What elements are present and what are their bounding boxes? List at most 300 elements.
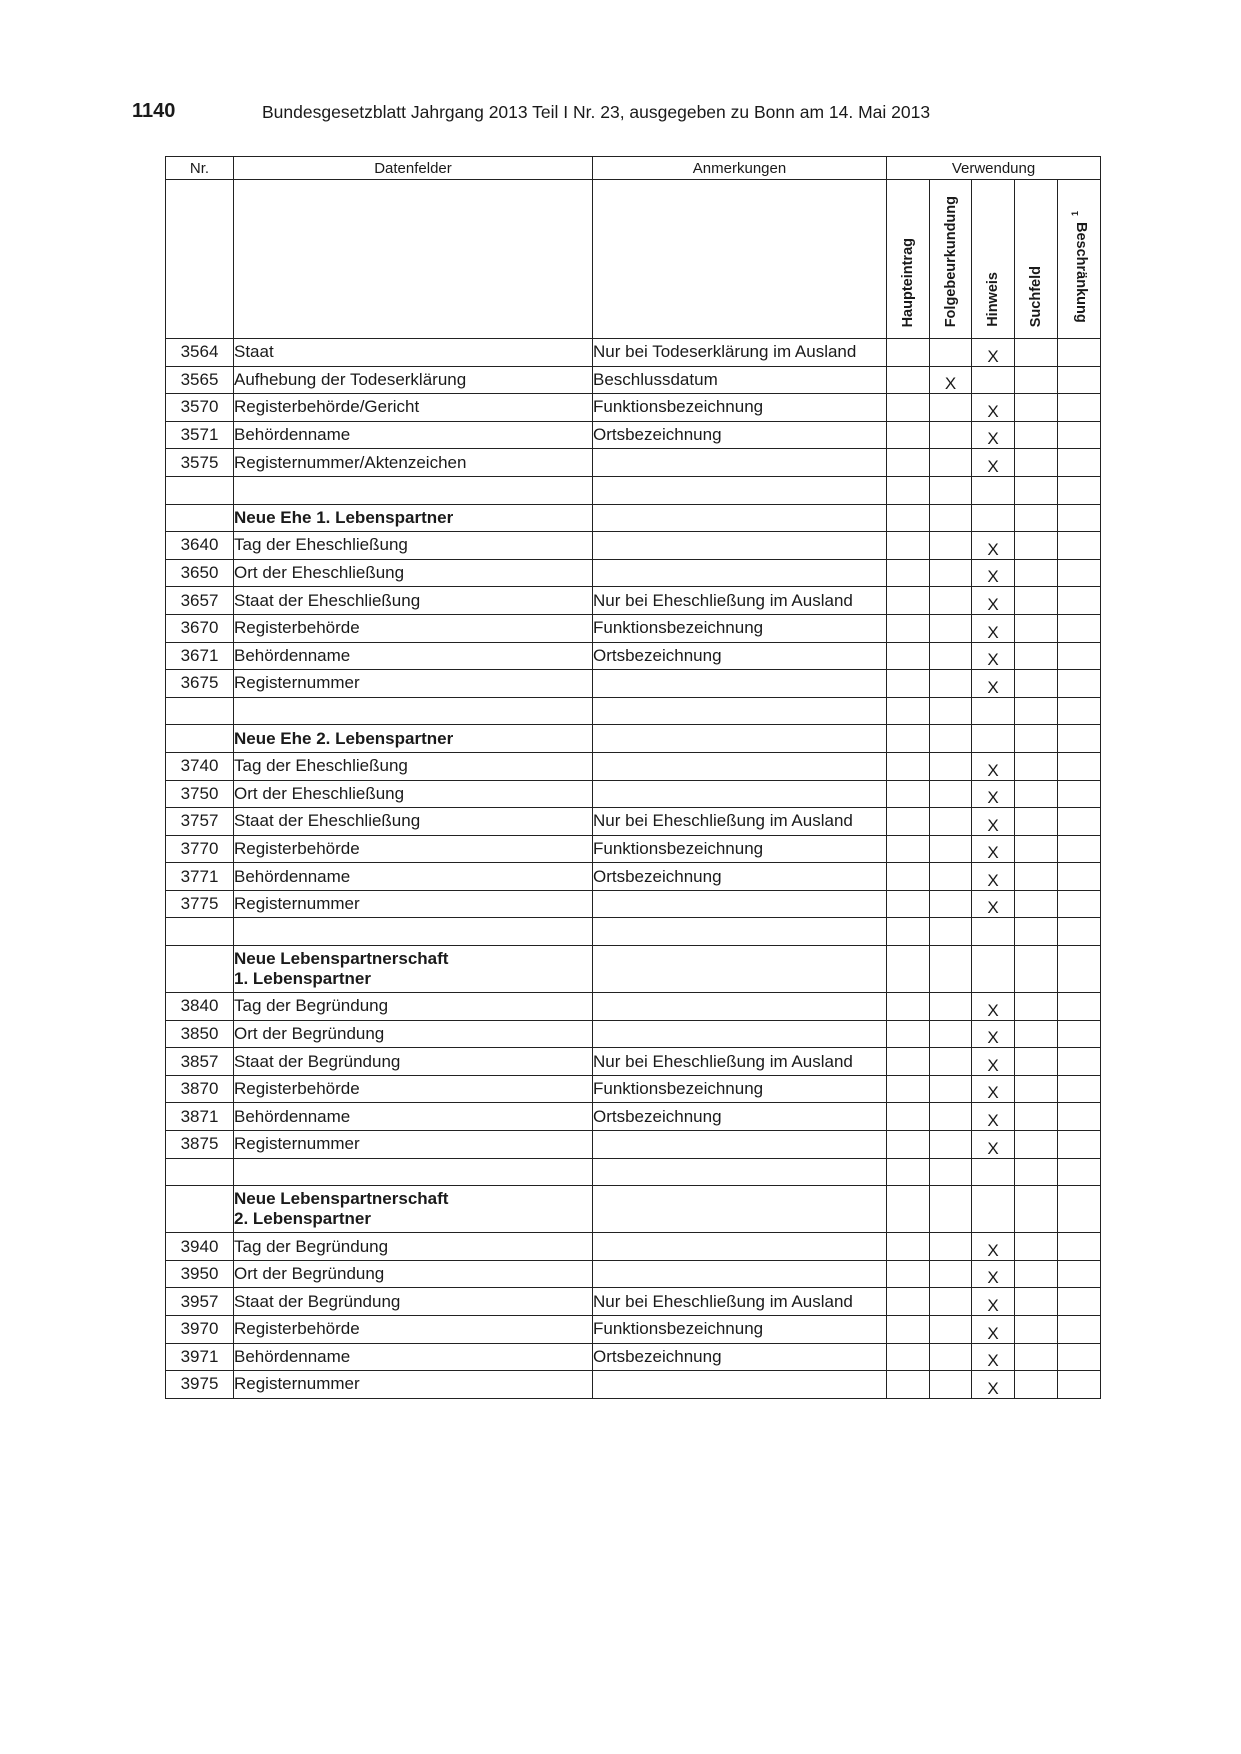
running-head: Bundesgesetzblatt Jahrgang 2013 Teil I Nr. 23, ausgegeben zu Bonn am 14. Mai 2013 [262, 102, 931, 122]
empty-cell [234, 1158, 593, 1186]
note-cell: Nur bei Todeserklärung im Ausland [593, 339, 887, 367]
note-cell [593, 1260, 887, 1288]
usage-header-folgebeurkundung: Folgebeurkundung [930, 180, 972, 339]
empty-cell [930, 918, 972, 946]
note-cell [593, 890, 887, 918]
usage-mark [930, 1020, 972, 1048]
field-cell: Staat der Begründung [234, 1288, 593, 1316]
usage-mark [1058, 1131, 1101, 1159]
field-cell: Tag der Begründung [234, 1233, 593, 1261]
usage-mark [1058, 1075, 1101, 1103]
usage-cell [887, 946, 930, 993]
field-cell: Registerbehörde [234, 1316, 593, 1344]
nr-cell: 3770 [166, 835, 234, 863]
section-heading-line: Neue Lebenspartnerschaft [234, 1189, 449, 1209]
table-row [166, 1103, 1101, 1131]
empty-cell [593, 1158, 887, 1186]
usage-mark: X [972, 642, 1015, 670]
usage-mark [930, 339, 972, 367]
table-row [166, 1288, 1101, 1316]
usage-mark [1058, 1103, 1101, 1131]
nr-cell: 3775 [166, 890, 234, 918]
usage-cell [1058, 504, 1101, 532]
usage-mark [930, 559, 972, 587]
usage-mark [887, 532, 930, 560]
note-cell [593, 449, 887, 477]
spacer-row [166, 918, 1101, 946]
empty-cell [930, 697, 972, 725]
note-cell [593, 780, 887, 808]
empty-cell [166, 476, 234, 504]
usage-mark: X [972, 394, 1015, 422]
usage-mark [1015, 642, 1058, 670]
usage-mark [1058, 670, 1101, 698]
note-cell: Ortsbezeichnung [593, 863, 887, 891]
usage-mark [930, 993, 972, 1021]
field-cell: Ort der Begründung [234, 1260, 593, 1288]
note-cell: Nur bei Eheschließung im Ausland [593, 1048, 887, 1076]
empty-cell [234, 918, 593, 946]
spacer-row [166, 476, 1101, 504]
usage-mark [887, 863, 930, 891]
field-cell: Registerbehörde [234, 1075, 593, 1103]
usage-mark [1058, 780, 1101, 808]
usage-mark [1058, 863, 1101, 891]
usage-mark [1015, 1316, 1058, 1344]
usage-mark [1058, 1343, 1101, 1371]
usage-cell [972, 1186, 1015, 1233]
usage-mark [1058, 532, 1101, 560]
usage-mark [1015, 752, 1058, 780]
usage-mark [930, 863, 972, 891]
usage-mark [887, 890, 930, 918]
usage-mark [887, 1075, 930, 1103]
usage-mark [1015, 1075, 1058, 1103]
usage-mark [887, 642, 930, 670]
usage-mark [930, 835, 972, 863]
usage-mark [887, 752, 930, 780]
note-cell [593, 504, 887, 532]
usage-mark: X [972, 835, 1015, 863]
section-heading-row [166, 725, 1101, 753]
nr-cell [166, 1186, 234, 1233]
usage-cell [972, 946, 1015, 993]
column-header-verwendung: Verwendung [887, 157, 1101, 180]
section-heading-line: Neue Ehe 1. Lebenspartner [234, 507, 454, 527]
field-cell: Staat [234, 339, 593, 367]
usage-cell [930, 1186, 972, 1233]
table-row [166, 670, 1101, 698]
usage-mark [887, 1131, 930, 1159]
note-cell: Funktionsbezeichnung [593, 1316, 887, 1344]
note-cell [593, 532, 887, 560]
usage-mark [1015, 835, 1058, 863]
note-cell: Nur bei Eheschließung im Ausland [593, 808, 887, 836]
nr-cell: 3857 [166, 1048, 234, 1076]
empty-cell [593, 697, 887, 725]
field-cell: Behördenname [234, 1343, 593, 1371]
section-heading-row [166, 946, 1101, 993]
usage-mark [1058, 394, 1101, 422]
nr-cell: 3740 [166, 752, 234, 780]
field-cell: Behördenname [234, 1103, 593, 1131]
empty-cell [972, 697, 1015, 725]
field-cell: Registerbehörde [234, 614, 593, 642]
usage-mark [930, 642, 972, 670]
usage-mark: X [972, 559, 1015, 587]
section-heading [234, 1186, 593, 1233]
usage-mark [1058, 890, 1101, 918]
usage-cell [887, 1186, 930, 1233]
usage-cell [1058, 725, 1101, 753]
field-cell: Staat der Eheschließung [234, 587, 593, 615]
usage-mark: X [972, 1316, 1015, 1344]
nr-cell [166, 504, 234, 532]
usage-cell [930, 946, 972, 993]
usage-mark: X [972, 1131, 1015, 1159]
usage-mark [1058, 1288, 1101, 1316]
section-heading [234, 946, 593, 993]
empty-cell [166, 1158, 234, 1186]
usage-cell [1015, 1186, 1058, 1233]
empty-cell [234, 476, 593, 504]
usage-mark [930, 1288, 972, 1316]
usage-mark [1015, 808, 1058, 836]
usage-mark [1015, 890, 1058, 918]
usage-mark [1058, 421, 1101, 449]
note-cell: Nur bei Eheschließung im Ausland [593, 587, 887, 615]
usage-mark [1015, 366, 1058, 394]
table-row [166, 449, 1101, 477]
usage-mark [930, 890, 972, 918]
field-cell: Registernummer/Aktenzeichen [234, 449, 593, 477]
usage-mark [887, 780, 930, 808]
usage-mark [1015, 1371, 1058, 1399]
empty-cell [234, 697, 593, 725]
usage-mark [887, 1260, 930, 1288]
usage-mark: X [972, 449, 1015, 477]
note-cell [593, 993, 887, 1021]
table-row [166, 559, 1101, 587]
nr-cell: 3850 [166, 1020, 234, 1048]
usage-mark [930, 1343, 972, 1371]
usage-mark: X [972, 1048, 1015, 1076]
note-cell [593, 752, 887, 780]
usage-mark [930, 670, 972, 698]
usage-cell [1058, 1186, 1101, 1233]
empty-cell [1015, 697, 1058, 725]
field-cell: Staat der Eheschließung [234, 808, 593, 836]
nr-cell: 3671 [166, 642, 234, 670]
usage-mark [1058, 614, 1101, 642]
usage-mark [930, 1233, 972, 1261]
table-row [166, 808, 1101, 836]
note-cell: Funktionsbezeichnung [593, 394, 887, 422]
nr-cell: 3571 [166, 421, 234, 449]
usage-mark [1058, 366, 1101, 394]
nr-cell: 3950 [166, 1260, 234, 1288]
field-cell: Aufhebung der Todeserklärung [234, 366, 593, 394]
nr-cell: 3971 [166, 1343, 234, 1371]
field-cell: Ort der Eheschließung [234, 780, 593, 808]
usage-mark [930, 1048, 972, 1076]
nr-cell: 3565 [166, 366, 234, 394]
field-cell: Behördenname [234, 863, 593, 891]
usage-mark [1015, 1288, 1058, 1316]
usage-mark [1058, 1048, 1101, 1076]
usage-header-haupteintrag: Haupteintrag [887, 180, 930, 339]
usage-mark: X [972, 1371, 1015, 1399]
field-cell: Behördenname [234, 421, 593, 449]
field-cell: Tag der Eheschließung [234, 532, 593, 560]
note-cell: Ortsbezeichnung [593, 1343, 887, 1371]
usage-mark: X [972, 808, 1015, 836]
empty-cell [887, 1158, 930, 1186]
table-row [166, 532, 1101, 560]
usage-mark [930, 587, 972, 615]
column-header-nr: Nr. [166, 157, 234, 180]
empty-cell [1015, 476, 1058, 504]
usage-mark: X [972, 1260, 1015, 1288]
note-cell: Funktionsbezeichnung [593, 614, 887, 642]
usage-mark [1015, 587, 1058, 615]
usage-mark [1015, 1020, 1058, 1048]
header-spacer [593, 180, 887, 339]
table-row [166, 614, 1101, 642]
empty-cell [930, 476, 972, 504]
usage-mark [1015, 1103, 1058, 1131]
note-cell [593, 1020, 887, 1048]
usage-mark [887, 614, 930, 642]
nr-cell: 3575 [166, 449, 234, 477]
field-cell: Behördenname [234, 642, 593, 670]
usage-mark [1015, 532, 1058, 560]
header-spacer [234, 180, 593, 339]
usage-mark: X [972, 339, 1015, 367]
table-row [166, 394, 1101, 422]
empty-cell [972, 918, 1015, 946]
usage-mark [887, 1343, 930, 1371]
usage-mark [930, 394, 972, 422]
table-row [166, 366, 1101, 394]
nr-cell [166, 946, 234, 993]
usage-cell [1015, 725, 1058, 753]
table-row [166, 1233, 1101, 1261]
usage-header-suchfeld: Suchfeld [1015, 180, 1058, 339]
usage-mark: X [972, 890, 1015, 918]
note-cell [593, 1371, 887, 1399]
usage-mark: X [972, 614, 1015, 642]
usage-cell [930, 504, 972, 532]
note-cell: Funktionsbezeichnung [593, 1075, 887, 1103]
usage-mark [1058, 808, 1101, 836]
header-spacer [166, 180, 234, 339]
usage-mark [930, 449, 972, 477]
usage-mark [1058, 339, 1101, 367]
empty-cell [1058, 697, 1101, 725]
note-cell: Nur bei Eheschließung im Ausland [593, 1288, 887, 1316]
note-cell: Ortsbezeichnung [593, 421, 887, 449]
empty-cell [166, 918, 234, 946]
nr-cell: 3675 [166, 670, 234, 698]
usage-mark [887, 559, 930, 587]
usage-mark: X [972, 587, 1015, 615]
usage-mark [887, 835, 930, 863]
usage-mark [1015, 559, 1058, 587]
usage-mark: X [972, 780, 1015, 808]
note-cell: Beschlussdatum [593, 366, 887, 394]
usage-mark [887, 1316, 930, 1344]
field-cell: Ort der Begründung [234, 1020, 593, 1048]
section-heading-row [166, 1186, 1101, 1233]
usage-mark [1058, 1316, 1101, 1344]
usage-mark [930, 421, 972, 449]
usage-mark [887, 1371, 930, 1399]
usage-mark [1058, 1371, 1101, 1399]
section-heading-line: 2. Lebenspartner [234, 1209, 371, 1229]
data-fields-table [165, 156, 1101, 1399]
usage-mark: X [972, 1103, 1015, 1131]
usage-mark: X [972, 1075, 1015, 1103]
nr-cell: 3970 [166, 1316, 234, 1344]
usage-mark [1015, 1048, 1058, 1076]
table-row [166, 1343, 1101, 1371]
note-cell: Funktionsbezeichnung [593, 835, 887, 863]
usage-mark [1015, 1343, 1058, 1371]
nr-cell: 3840 [166, 993, 234, 1021]
empty-cell [1058, 1158, 1101, 1186]
nr-cell: 3870 [166, 1075, 234, 1103]
usage-mark [1015, 394, 1058, 422]
usage-mark [1058, 1020, 1101, 1048]
nr-cell: 3975 [166, 1371, 234, 1399]
nr-cell [166, 725, 234, 753]
table-row [166, 1260, 1101, 1288]
nr-cell: 3771 [166, 863, 234, 891]
nr-cell: 3940 [166, 1233, 234, 1261]
table-row [166, 780, 1101, 808]
empty-cell [887, 476, 930, 504]
field-cell: Registernummer [234, 1371, 593, 1399]
empty-cell [930, 1158, 972, 1186]
empty-cell [1015, 918, 1058, 946]
section-heading-line: Neue Lebenspartnerschaft [234, 949, 449, 969]
usage-header-hinweis: Hinweis [972, 180, 1015, 339]
nr-cell: 3750 [166, 780, 234, 808]
usage-mark [887, 421, 930, 449]
usage-mark [887, 449, 930, 477]
usage-mark [887, 1233, 930, 1261]
field-cell: Tag der Eheschließung [234, 752, 593, 780]
field-cell: Registernummer [234, 890, 593, 918]
usage-mark [1015, 1233, 1058, 1261]
table-row [166, 1020, 1101, 1048]
field-cell: Staat der Begründung [234, 1048, 593, 1076]
usage-mark [1015, 339, 1058, 367]
nr-cell: 3875 [166, 1131, 234, 1159]
usage-cell [972, 725, 1015, 753]
empty-cell [166, 697, 234, 725]
note-cell [593, 725, 887, 753]
note-cell [593, 946, 887, 993]
nr-cell: 3670 [166, 614, 234, 642]
usage-cell [1015, 504, 1058, 532]
usage-mark [1058, 1233, 1101, 1261]
usage-mark [930, 614, 972, 642]
section-heading [234, 504, 593, 532]
usage-mark [1058, 559, 1101, 587]
usage-mark [1058, 993, 1101, 1021]
footnote-marker: 1 [1069, 211, 1080, 217]
usage-cell [887, 725, 930, 753]
table-row [166, 587, 1101, 615]
spacer-row [166, 697, 1101, 725]
usage-mark [1015, 993, 1058, 1021]
table-row [166, 1075, 1101, 1103]
usage-mark [1015, 421, 1058, 449]
usage-mark [1015, 780, 1058, 808]
section-heading-line: 1. Lebenspartner [234, 969, 371, 989]
empty-cell [972, 476, 1015, 504]
nr-cell: 3871 [166, 1103, 234, 1131]
note-cell [593, 1131, 887, 1159]
field-cell: Registernummer [234, 670, 593, 698]
table-row [166, 835, 1101, 863]
usage-mark [1015, 1260, 1058, 1288]
nr-cell: 3564 [166, 339, 234, 367]
usage-mark: X [972, 1343, 1015, 1371]
empty-cell [887, 697, 930, 725]
usage-mark: X [972, 532, 1015, 560]
table-row [166, 993, 1101, 1021]
usage-mark [887, 670, 930, 698]
empty-cell [1015, 1158, 1058, 1186]
usage-mark [887, 993, 930, 1021]
usage-mark [1058, 642, 1101, 670]
usage-mark [887, 587, 930, 615]
field-cell: Tag der Begründung [234, 993, 593, 1021]
note-cell [593, 1186, 887, 1233]
usage-mark: X [972, 1288, 1015, 1316]
nr-cell: 3640 [166, 532, 234, 560]
usage-mark [1015, 614, 1058, 642]
usage-mark [930, 1316, 972, 1344]
note-cell [593, 559, 887, 587]
usage-mark [887, 1288, 930, 1316]
usage-mark: X [972, 1020, 1015, 1048]
usage-mark [930, 1131, 972, 1159]
usage-mark [930, 808, 972, 836]
usage-mark [1015, 670, 1058, 698]
column-header-anmerkungen: Anmerkungen [593, 157, 887, 180]
usage-mark [887, 1048, 930, 1076]
empty-cell [972, 1158, 1015, 1186]
column-header-datenfelder: Datenfelder [234, 157, 593, 180]
field-cell: Registernummer [234, 1131, 593, 1159]
usage-mark [1058, 1260, 1101, 1288]
usage-mark [887, 808, 930, 836]
note-cell: Ortsbezeichnung [593, 1103, 887, 1131]
nr-cell: 3957 [166, 1288, 234, 1316]
table-row [166, 890, 1101, 918]
usage-mark: X [972, 421, 1015, 449]
field-cell: Registerbehörde [234, 835, 593, 863]
section-heading [234, 725, 593, 753]
usage-mark [930, 532, 972, 560]
usage-cell [1058, 946, 1101, 993]
usage-mark [1058, 835, 1101, 863]
section-heading-line: Neue Ehe 2. Lebenspartner [234, 728, 454, 748]
